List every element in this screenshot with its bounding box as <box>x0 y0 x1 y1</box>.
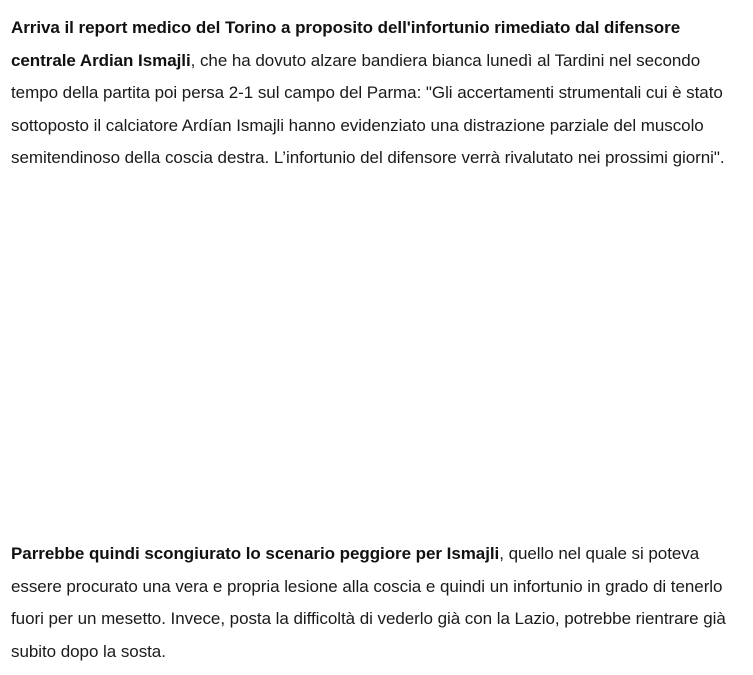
article-paragraph-2 <box>11 538 736 668</box>
paragraph-2-text: , quello nel quale si poteva essere procurato una vera e propria lesione alla coscia e quindi un infortunio in grado di tenerlo fuori per un mesetto. Invece, posta la difficoltà di vederlo già con la Lazio, potrebbe rientrare già subito dopo la sosta. <box>11 544 726 661</box>
paragraph-1-lead-bold: Arriva il report medico del Torino a proposito dell'infortunio rimediato dal difensore centrale Ardian Ismajli <box>11 18 681 70</box>
article-paragraph-1 <box>11 12 736 175</box>
paragraph-2-lead-bold: Parrebbe quindi scongiurato lo scenario peggiore per Ismajli <box>11 544 500 563</box>
paragraph-1-text: , che ha dovuto alzare bandiera bianca lunedì al Tardini nel secondo tempo della partita poi persa 2-1 sul campo del Parma: "Gli accertamenti strumentali cui è stato sottoposto il calciatore Ardían Ismajli hanno evidenziato una distrazione parziale del muscolo semitendinoso della coscia destra. L’infortunio del difensore verrà rivalutato nei prossimi giorni". <box>11 50 725 167</box>
empty-ad-slot <box>11 210 736 530</box>
